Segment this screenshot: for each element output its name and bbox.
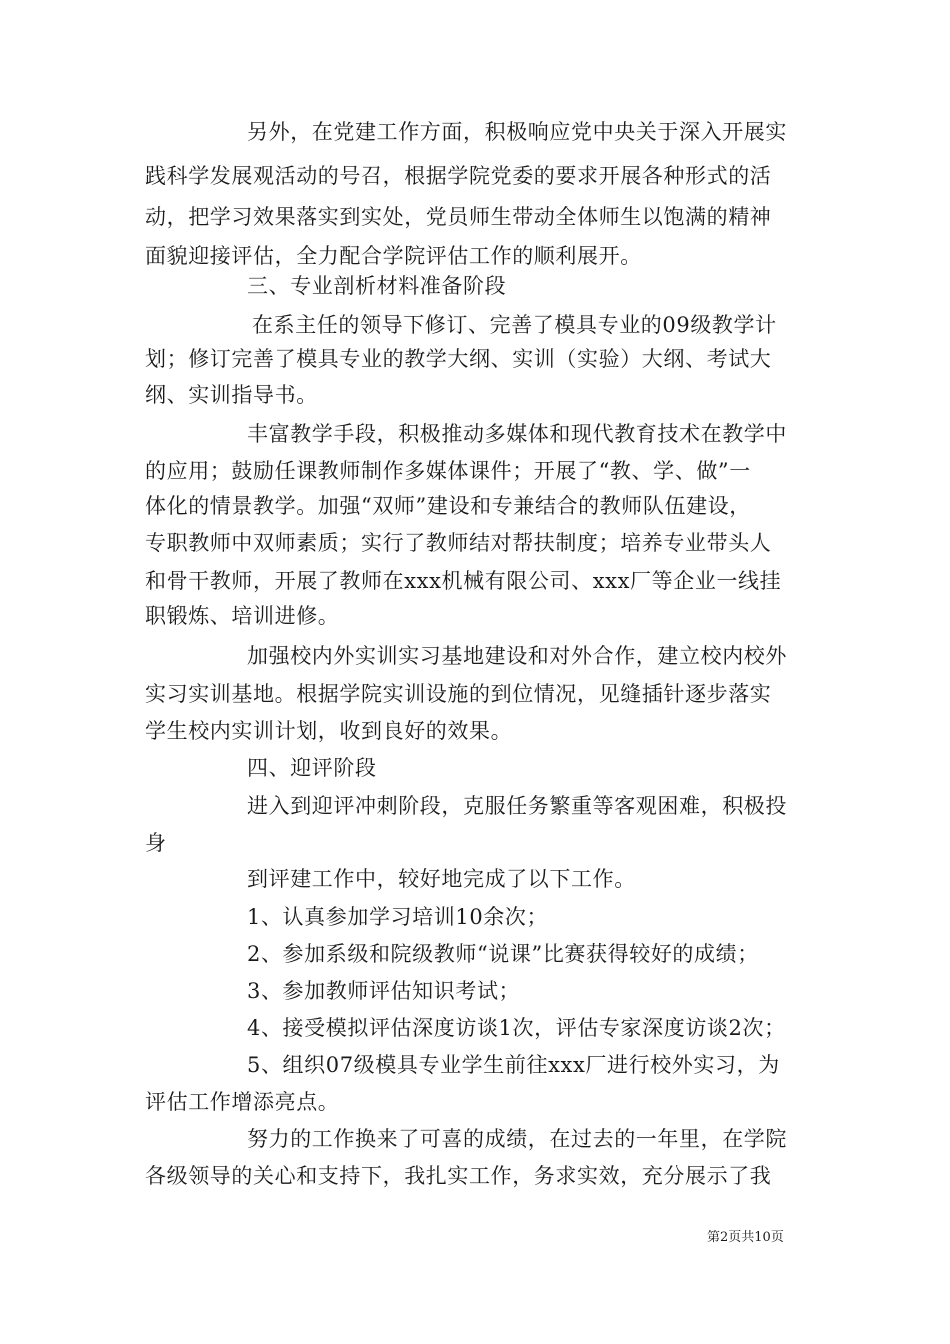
text-line: 和骨干教师，开展了教师在xxx机械有限公司、xxx厂等企业一线挂 <box>145 569 782 593</box>
text-line: 加强校内外实训实习基地建设和对外合作，建立校内校外 <box>247 644 787 668</box>
text-line: 进入到迎评冲刺阶段，克服任务繁重等客观困难，积极投 <box>247 794 787 818</box>
text-line: 努力的工作换来了可喜的成绩，在过去的一年里，在学院 <box>247 1127 787 1151</box>
text-line: 面貌迎接评估，全力配合学院评估工作的顺利展开。 <box>145 244 642 268</box>
text-line: 各级领导的关心和支持下，我扎实工作，务求实效，充分展示了我 <box>145 1164 772 1188</box>
list-item: 1、认真参加学习培训10余次； <box>247 905 549 929</box>
text-line: 评估工作增添亮点。 <box>145 1090 340 1114</box>
list-item: 4、接受模拟评估深度访谈1次，评估专家深度访谈2次； <box>247 1016 786 1040</box>
list-item: 3、参加教师评估知识考试； <box>247 979 521 1003</box>
text-line: 另外，在党建工作方面，积极响应党中央关于深入开展实 <box>247 120 787 144</box>
text-line: 丰富教学手段，积极推动多媒体和现代教育技术在教学中 <box>247 422 787 446</box>
section-heading: 四、迎评阶段 <box>247 756 377 780</box>
text-line: 专职教师中双师素质；实行了教师结对帮扶制度；培养专业带头人 <box>145 531 772 555</box>
text-line: 学生校内实训计划，收到良好的效果。 <box>145 719 513 743</box>
list-item: 2、参加系级和院级教师“说课”比赛获得较好的成绩； <box>247 942 759 966</box>
list-item: 5、组织07级模具专业学生前往xxx厂进行校外实习，为 <box>247 1053 780 1077</box>
text-line: 到评建工作中，较好地完成了以下工作。 <box>247 867 636 891</box>
text-line: 划；修订完善了模具专业的教学大纲、实训（实验）大纲、考试大 <box>145 347 772 371</box>
text-line: 实习实训基地。根据学院实训设施的到位情况，见缝插针逐步落实 <box>145 682 772 706</box>
text-line: 动，把学习效果落实到实处，党员师生带动全体师生以饱满的精神 <box>145 205 772 229</box>
page-number: 第2页共10页 <box>707 1230 784 1245</box>
text-line: 体化的情景教学。加强“双师”建设和专兼结合的教师队伍建设， <box>145 494 751 518</box>
text-line: 在系主任的领导下修订、完善了模具专业的09级教学计 <box>252 313 777 337</box>
text-line: 职锻炼、培训进修。 <box>145 604 340 628</box>
text-line: 纲、实训指导书。 <box>145 383 318 407</box>
text-line: 践科学发展观活动的号召，根据学院党委的要求开展各种形式的活 <box>145 164 772 188</box>
text-line: 的应用；鼓励任课教师制作多媒体课件；开展了“教、学、做”一 <box>145 459 751 483</box>
text-line: 身 <box>145 831 167 855</box>
section-heading: 三、专业剖析材料准备阶段 <box>247 274 507 298</box>
